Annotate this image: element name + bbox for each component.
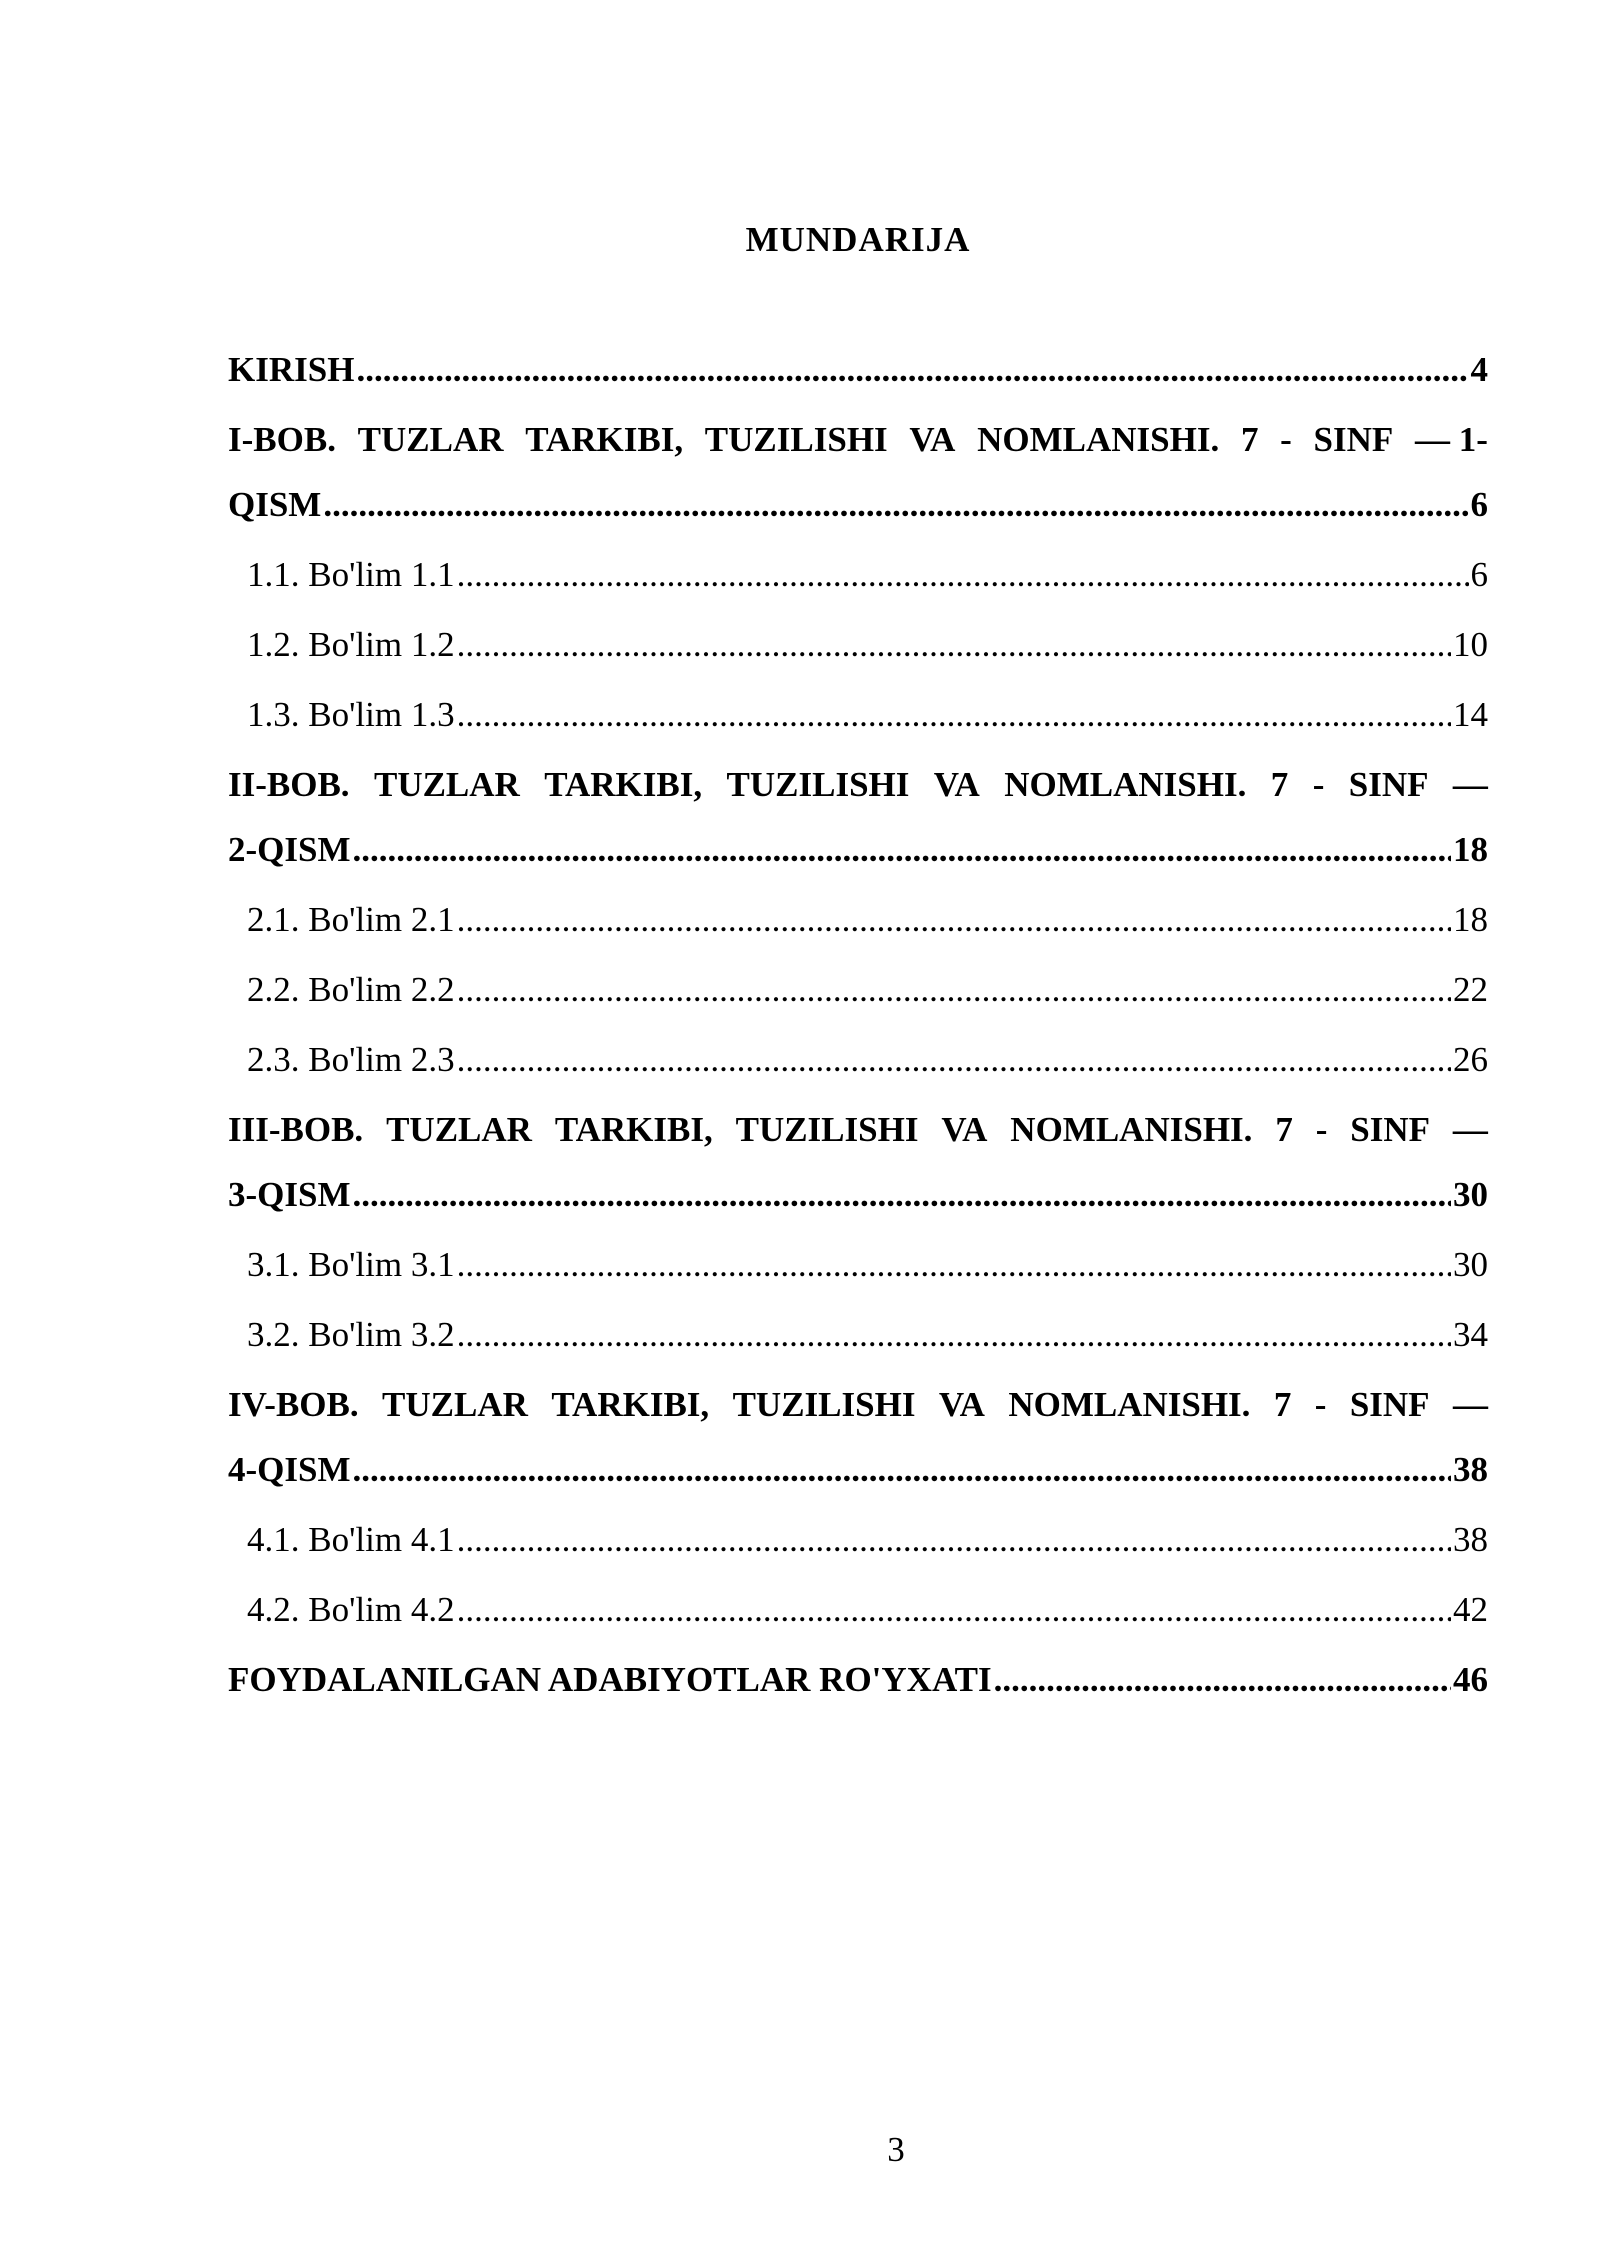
heading-word: NOMLANISHI.: [1008, 1385, 1251, 1424]
toc-entry-label: 3.1. Bo'lim 3.1: [247, 1245, 455, 1284]
heading-word: TARKIBI,: [525, 420, 684, 459]
heading-word: SINF: [1350, 1110, 1430, 1149]
toc-entry-section-4-2[interactable]: [228, 1588, 1488, 1632]
chapter-heading-line: [228, 418, 1488, 462]
toc-entry-page: 34: [1453, 1315, 1488, 1354]
toc-entry-label: 4-QISM: [228, 1450, 351, 1489]
toc-entry-page: 22: [1453, 970, 1488, 1009]
heading-word: TARKIBI,: [544, 765, 703, 804]
toc-entry-page: 30: [1453, 1175, 1488, 1214]
heading-word: VA: [941, 1110, 988, 1149]
toc-entry-section-1-2[interactable]: [228, 623, 1488, 667]
dot-leader: [457, 693, 1451, 737]
heading-word: -: [1314, 1385, 1327, 1424]
toc-entry-chapter-1[interactable]: [228, 418, 1488, 527]
toc-entry-chapter-3[interactable]: [228, 1108, 1488, 1217]
toc-entry-page: 10: [1453, 625, 1488, 664]
dot-leader: [457, 1038, 1451, 1082]
toc-entry-label: 1.1. Bo'lim 1.1: [247, 555, 455, 594]
toc-entry-label: FOYDALANILGAN ADABIYOTLAR RO'YXATI: [228, 1660, 992, 1699]
heading-word: I-BOB.: [228, 420, 336, 459]
toc-entry-label: 2.3. Bo'lim 2.3: [247, 1040, 455, 1079]
heading-word: — 1-: [1414, 420, 1488, 459]
heading-word: VA: [938, 1385, 985, 1424]
table-of-contents: [228, 348, 1488, 1728]
heading-word: TUZILISHI: [726, 765, 910, 804]
heading-word: IV-BOB.: [228, 1385, 359, 1424]
heading-word: NOMLANISHI.: [977, 420, 1220, 459]
dot-leader: [457, 1243, 1451, 1287]
toc-entry-label: KIRISH: [228, 350, 355, 389]
heading-word: SINF: [1348, 765, 1429, 804]
toc-entry-page: 18: [1453, 830, 1488, 869]
heading-word: NOMLANISHI.: [1004, 765, 1247, 804]
toc-entry-label: 2.1. Bo'lim 2.1: [247, 900, 455, 939]
toc-entry-section-2-1[interactable]: [228, 898, 1488, 942]
heading-word: -: [1280, 420, 1292, 459]
toc-entry-page: 26: [1453, 1040, 1488, 1079]
heading-word: 7: [1275, 1110, 1293, 1149]
chapter-heading-line: [228, 1108, 1488, 1152]
toc-entry-page: 14: [1453, 695, 1488, 734]
toc-entry-label: 2-QISM: [228, 830, 351, 869]
page-number: 3: [887, 2130, 905, 2169]
heading-word: TUZILISHI: [704, 420, 888, 459]
heading-word: III-BOB.: [228, 1110, 364, 1149]
toc-entry-page: 6: [1470, 485, 1488, 524]
toc-entry-section-4-1[interactable]: [228, 1518, 1488, 1562]
toc-entry-page: 6: [1470, 555, 1488, 594]
heading-word: II-BOB.: [228, 765, 350, 804]
heading-word: TUZILISHI: [732, 1385, 916, 1424]
toc-entry-references[interactable]: [228, 1658, 1488, 1702]
dot-leader: [457, 553, 1469, 597]
toc-entry-page: 38: [1453, 1450, 1488, 1489]
toc-entry-section-2-3[interactable]: [228, 1038, 1488, 1082]
heading-word: 7: [1240, 420, 1259, 459]
toc-entry-section-3-2[interactable]: [228, 1313, 1488, 1357]
toc-entry-chapter-2[interactable]: [228, 763, 1488, 872]
dot-leader: [457, 1518, 1451, 1562]
heading-word: SINF: [1349, 1385, 1430, 1424]
toc-entry-label: 4.1. Bo'lim 4.1: [247, 1520, 455, 1559]
toc-entry-page: 18: [1453, 900, 1488, 939]
toc-entry-label: 1.2. Bo'lim 1.2: [247, 625, 455, 664]
dot-leader: [323, 483, 1468, 527]
toc-title: MUNDARIJA: [745, 220, 971, 259]
dot-leader: [994, 1658, 1451, 1702]
heading-word: TUZLAR: [357, 420, 504, 459]
toc-entry-page: 46: [1453, 1660, 1488, 1699]
toc-entry-section-2-2[interactable]: [228, 968, 1488, 1012]
heading-word: TUZLAR: [382, 1385, 528, 1424]
heading-word: -: [1312, 765, 1325, 804]
heading-word: TUZLAR: [386, 1110, 532, 1149]
heading-word: SINF: [1313, 420, 1394, 459]
toc-entry-section-1-3[interactable]: [228, 693, 1488, 737]
heading-word: TARKIBI,: [554, 1110, 713, 1149]
dot-leader: [457, 898, 1451, 942]
toc-entry-kirish[interactable]: [228, 348, 1488, 392]
heading-word: 7: [1273, 1385, 1292, 1424]
toc-entry-section-3-1[interactable]: [228, 1243, 1488, 1287]
heading-word: —: [1452, 1110, 1488, 1149]
toc-entry-page: 38: [1453, 1520, 1488, 1559]
heading-word: -: [1315, 1110, 1328, 1149]
dot-leader: [356, 348, 1468, 392]
dot-leader: [457, 1313, 1451, 1357]
toc-entry-page: 42: [1453, 1590, 1488, 1629]
dot-leader: [457, 623, 1451, 667]
dot-leader: [353, 1448, 1452, 1492]
dot-leader: [457, 968, 1451, 1012]
toc-entry-label: 2.2. Bo'lim 2.2: [247, 970, 455, 1009]
heading-word: TUZLAR: [373, 765, 520, 804]
chapter-heading-line: [228, 1383, 1488, 1427]
toc-entry-page: 30: [1453, 1245, 1488, 1284]
heading-word: TARKIBI,: [551, 1385, 710, 1424]
toc-entry-section-1-1[interactable]: [228, 553, 1488, 597]
toc-entry-label: 1.3. Bo'lim 1.3: [247, 695, 455, 734]
toc-entry-chapter-4[interactable]: [228, 1383, 1488, 1492]
heading-word: —: [1452, 765, 1488, 804]
toc-entry-label: 3-QISM: [228, 1175, 351, 1214]
toc-entry-page: 4: [1470, 350, 1488, 389]
heading-word: TUZILISHI: [735, 1110, 919, 1149]
dot-leader: [353, 1173, 1452, 1217]
toc-entry-label: 3.2. Bo'lim 3.2: [247, 1315, 455, 1354]
heading-word: VA: [933, 765, 980, 804]
dot-leader: [353, 828, 1452, 872]
heading-word: NOMLANISHI.: [1010, 1110, 1253, 1149]
toc-entry-label: 4.2. Bo'lim 4.2: [247, 1590, 455, 1629]
heading-word: VA: [909, 420, 956, 459]
heading-word: —: [1452, 1385, 1488, 1424]
toc-entry-label: QISM: [228, 485, 322, 524]
heading-word: 7: [1270, 765, 1289, 804]
chapter-heading-line: [228, 763, 1488, 807]
dot-leader: [457, 1588, 1451, 1632]
